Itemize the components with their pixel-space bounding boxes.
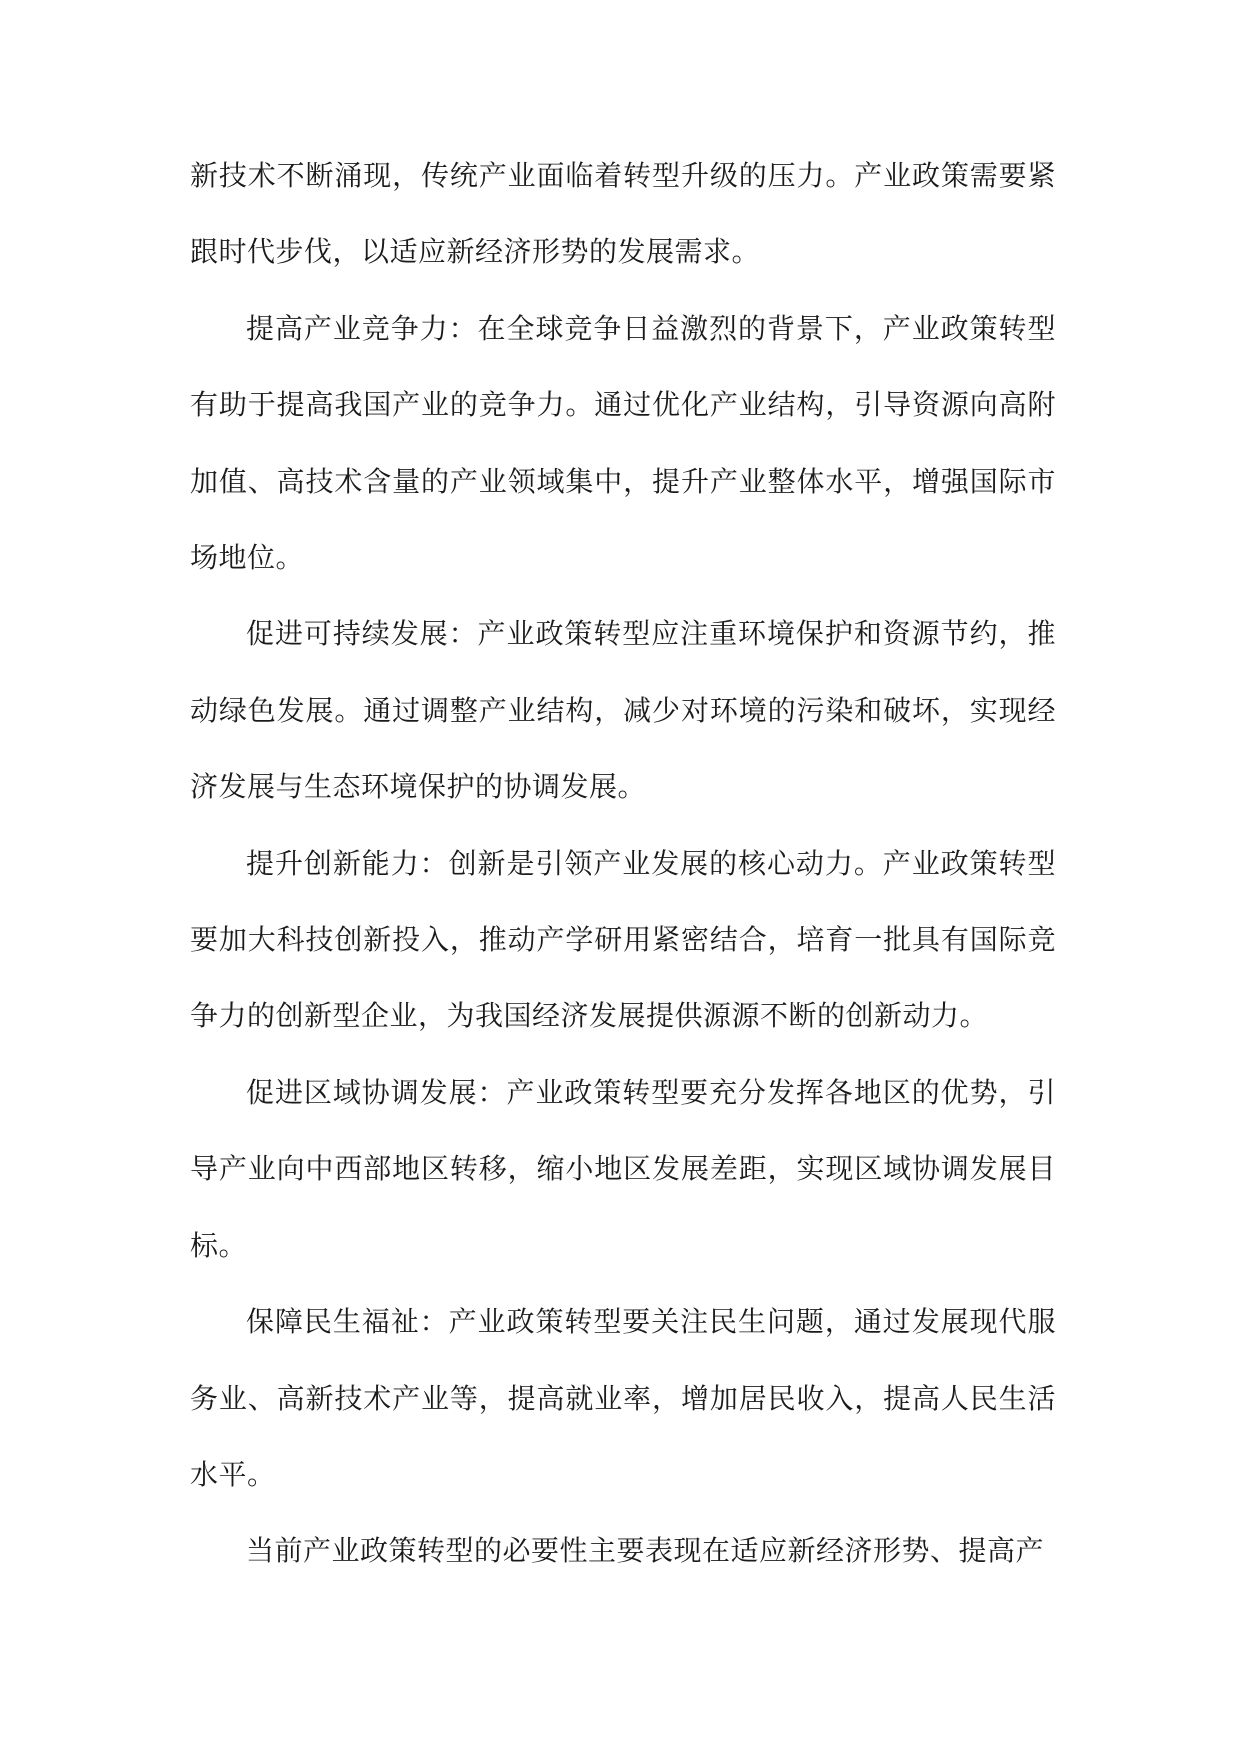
- paragraph-livelihood: 保障民生福祉：产业政策转型要关注民生问题，通过发展现代服务业、高新技术产业等，提高就业率，增加居民收入，提高人民生活水平。: [190, 1305, 1056, 1491]
- paragraph-continuation: 新技术不断涌现，传统产业面临着转型升级的压力。产业政策需要紧跟时代步伐，以适应新经济形势的发展需求。: [190, 159, 1056, 269]
- document-body: [190, 138, 1056, 1590]
- paragraph-competitiveness: 提高产业竞争力：在全球竞争日益激烈的背景下，产业政策转型有助于提高我国产业的竞争力。通过优化产业结构，引导资源向高附加值、高技术含量的产业领域集中，提升产业整体水平，增强国际市场地位。: [190, 311, 1056, 575]
- paragraph-sustainability: 促进可持续发展：产业政策转型应注重环境保护和资源节约，推动绿色发展。通过调整产业结构，减少对环境的污染和破坏，实现经济发展与生态环境保护的协调发展。: [190, 617, 1056, 804]
- paragraph-innovation: 提升创新能力：创新是引领产业发展的核心动力。产业政策转型要加大科技创新投入，推动产学研用紧密结合，培育一批具有国际竞争力的创新型企业，为我国经济发展提供源源不断的创新动力。: [190, 846, 1056, 1033]
- paragraph-regional: 促进区域协调发展：产业政策转型要充分发挥各地区的优势，引导产业向中西部地区转移，缩小地区发展差距，实现区域协调发展目标。: [190, 1075, 1056, 1262]
- paragraph-summary: 当前产业政策转型的必要性主要表现在适应新经济形势、提高产: [246, 1534, 1045, 1568]
